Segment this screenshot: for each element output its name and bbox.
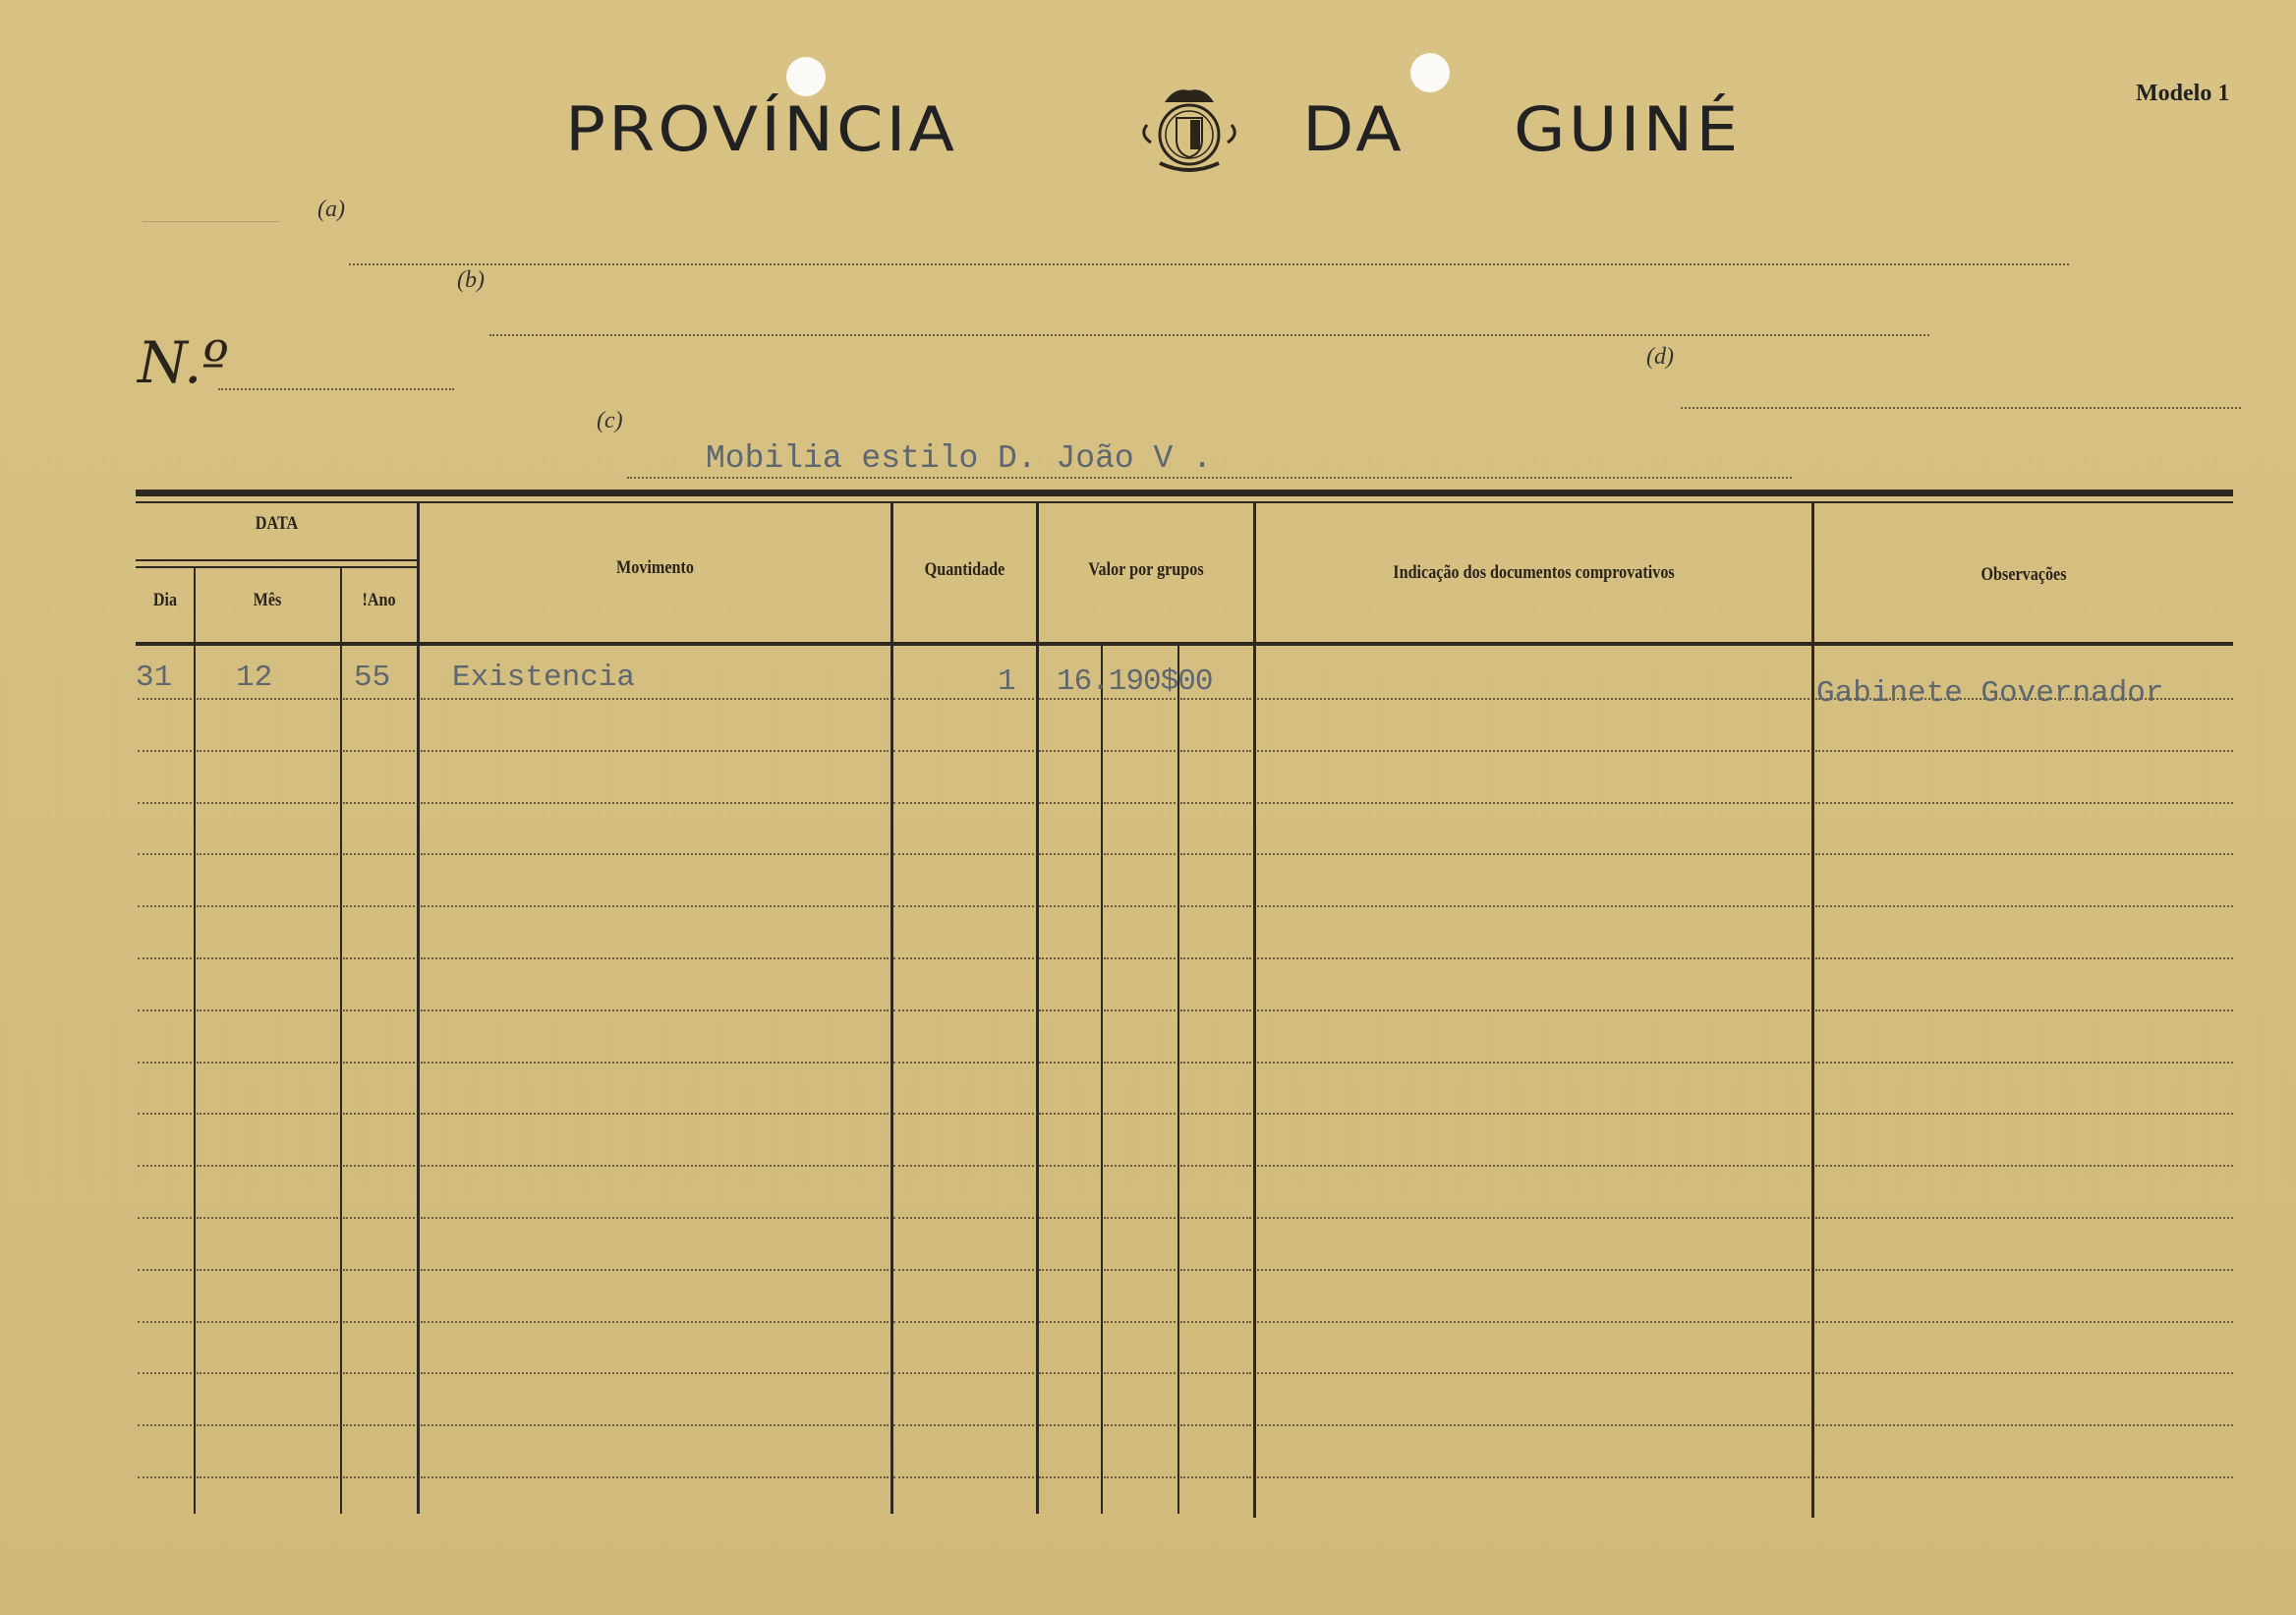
row-dotted-line — [1815, 1424, 2233, 1426]
row-dotted-line — [1104, 750, 1176, 752]
row-dotted-line — [343, 698, 415, 700]
column-header-indicacao: Indicação dos documentos comprovativos — [1393, 562, 1675, 583]
row-dotted-line — [1815, 1372, 2233, 1374]
row-dotted-line — [197, 1165, 338, 1167]
row-dotted-line — [1257, 1269, 1809, 1271]
row-dotted-line — [1039, 1009, 1099, 1011]
column-header-valor: Valor por grupos — [1088, 559, 1204, 580]
cell-mes: 12 — [236, 661, 273, 695]
row-dotted-line — [138, 802, 192, 804]
column-header-data: DATA — [255, 513, 299, 534]
column-header-dia: Dia — [152, 590, 178, 610]
row-dotted-line — [893, 1062, 1034, 1064]
row-dotted-line — [138, 1476, 192, 1478]
row-dotted-line — [138, 750, 192, 752]
row-dotted-line — [1039, 750, 1099, 752]
coat-of-arms-icon — [1135, 81, 1243, 179]
row-dotted-line — [1815, 802, 2233, 804]
row-dotted-line — [138, 1113, 192, 1115]
divider-ano-movimento — [417, 503, 420, 1514]
row-dotted-line — [421, 853, 889, 855]
row-dotted-line — [1039, 957, 1099, 959]
row-dotted-line — [343, 1062, 415, 1064]
row-dotted-line — [138, 905, 192, 907]
field-a-line[interactable] — [349, 263, 2069, 265]
row-dotted-line — [1180, 1009, 1251, 1011]
title-provincia: PROVÍNCIA — [565, 94, 958, 166]
field-d-label: (d) — [1646, 344, 1674, 370]
row-dotted-line — [1039, 1062, 1099, 1064]
row-dotted-line — [343, 802, 415, 804]
row-dotted-line — [1104, 1217, 1176, 1219]
cell-observacoes: Gabinete Governador — [1816, 676, 2164, 711]
row-dotted-line — [138, 1424, 192, 1426]
row-dotted-line — [1815, 1165, 2233, 1167]
row-dotted-line — [1257, 698, 1809, 700]
row-dotted-line — [1104, 1372, 1176, 1374]
data-group-rule-1 — [136, 559, 418, 561]
row-dotted-line — [1104, 1062, 1176, 1064]
table-header-bottom-rule — [136, 642, 2233, 646]
row-dotted-line — [893, 1165, 1034, 1167]
row-dotted-line — [1039, 1217, 1099, 1219]
row-dotted-line — [138, 1217, 192, 1219]
divider-mes-ano — [340, 568, 342, 1514]
data-group-rule-2 — [136, 566, 418, 568]
row-dotted-line — [197, 802, 338, 804]
divider-valor-sub-1 — [1101, 646, 1103, 1514]
row-dotted-line — [1039, 1372, 1099, 1374]
row-dotted-line — [343, 853, 415, 855]
row-dotted-line — [197, 957, 338, 959]
table-top-thin-rule — [136, 501, 2233, 503]
row-dotted-line — [1104, 1424, 1176, 1426]
column-header-movimento: Movimento — [616, 557, 694, 578]
model-label: Modelo 1 — [2136, 81, 2230, 106]
row-dotted-line — [1257, 957, 1809, 959]
punch-hole-left — [786, 57, 826, 96]
table-top-rule — [136, 490, 2233, 496]
number-field-line[interactable] — [218, 388, 454, 390]
row-dotted-line — [1039, 1476, 1099, 1478]
row-dotted-line — [138, 1372, 192, 1374]
row-dotted-line — [1257, 905, 1809, 907]
row-dotted-line — [893, 750, 1034, 752]
row-dotted-line — [138, 1321, 192, 1323]
row-dotted-line — [893, 1113, 1034, 1115]
row-dotted-line — [1104, 1269, 1176, 1271]
row-dotted-line — [893, 1321, 1034, 1323]
row-dotted-line — [1104, 853, 1176, 855]
row-dotted-line — [1257, 750, 1809, 752]
row-dotted-line — [1104, 957, 1176, 959]
row-dotted-line — [343, 1009, 415, 1011]
row-dotted-line — [197, 1424, 338, 1426]
row-dotted-line — [197, 1217, 338, 1219]
row-dotted-line — [343, 1113, 415, 1115]
row-dotted-line — [343, 1217, 415, 1219]
row-dotted-line — [1815, 905, 2233, 907]
row-dotted-line — [421, 1372, 889, 1374]
row-dotted-line — [421, 1424, 889, 1426]
field-b-label: (b) — [457, 267, 485, 293]
row-dotted-line — [1815, 1062, 2233, 1064]
row-dotted-line — [1180, 1165, 1251, 1167]
row-dotted-line — [421, 1269, 889, 1271]
cell-movimento: Existencia — [452, 661, 636, 695]
row-dotted-line — [197, 853, 338, 855]
row-dotted-line — [343, 1269, 415, 1271]
row-dotted-line — [1257, 1372, 1809, 1374]
number-label: N.º — [138, 329, 229, 396]
field-d-line[interactable] — [1681, 407, 2241, 409]
row-dotted-line — [1180, 1372, 1251, 1374]
row-dotted-line — [1039, 853, 1099, 855]
row-dotted-line — [1815, 1269, 2233, 1271]
title-da: DA — [1302, 94, 1405, 166]
row-dotted-line — [421, 1321, 889, 1323]
row-dotted-line — [893, 1009, 1034, 1011]
row-dotted-line — [197, 698, 338, 700]
row-dotted-line — [421, 1113, 889, 1115]
row-dotted-line — [1039, 802, 1099, 804]
row-dotted-line — [197, 1062, 338, 1064]
row-dotted-line — [1815, 1321, 2233, 1323]
row-dotted-line — [138, 1009, 192, 1011]
row-dotted-line — [1180, 802, 1251, 804]
row-dotted-line — [1815, 957, 2233, 959]
row-dotted-line — [1180, 1217, 1251, 1219]
field-a-label: (a) — [317, 197, 345, 222]
row-dotted-line — [893, 1217, 1034, 1219]
row-dotted-line — [343, 1424, 415, 1426]
row-dotted-line — [197, 750, 338, 752]
row-dotted-line — [1257, 1476, 1809, 1478]
row-dotted-line — [1257, 1321, 1809, 1323]
punch-hole-right — [1410, 53, 1450, 92]
cell-quantidade: 1 — [998, 664, 1016, 699]
row-dotted-line — [197, 1321, 338, 1323]
row-dotted-line — [1104, 1113, 1176, 1115]
row-dotted-line — [197, 905, 338, 907]
row-dotted-line — [1815, 1476, 2233, 1478]
row-dotted-line — [421, 1217, 889, 1219]
row-dotted-line — [138, 1062, 192, 1064]
row-dotted-line — [893, 802, 1034, 804]
row-dotted-line — [893, 957, 1034, 959]
row-dotted-line — [421, 1165, 889, 1167]
row-dotted-line — [421, 802, 889, 804]
row-dotted-line — [893, 905, 1034, 907]
column-header-mes: Mês — [253, 590, 282, 610]
divider-indicacao-observacoes — [1811, 503, 1814, 1518]
row-dotted-line — [421, 957, 889, 959]
row-dotted-line — [893, 1372, 1034, 1374]
row-dotted-line — [1180, 1424, 1251, 1426]
row-dotted-line — [343, 905, 415, 907]
row-dotted-line — [893, 853, 1034, 855]
row-dotted-line — [1257, 1217, 1809, 1219]
row-dotted-line — [1104, 1009, 1176, 1011]
row-dotted-line — [1180, 957, 1251, 959]
divider-valor-sub-2 — [1177, 646, 1179, 1514]
row-dotted-line — [1815, 1217, 2233, 1219]
row-dotted-line — [1104, 1321, 1176, 1323]
row-dotted-line — [1815, 853, 2233, 855]
field-c-line[interactable] — [627, 477, 1792, 479]
row-dotted-line — [138, 957, 192, 959]
row-dotted-line — [1039, 905, 1099, 907]
row-dotted-line — [1039, 1321, 1099, 1323]
row-dotted-line — [343, 1372, 415, 1374]
row-dotted-line — [1039, 1424, 1099, 1426]
row-dotted-line — [1039, 1269, 1099, 1271]
row-dotted-line — [421, 1009, 889, 1011]
row-dotted-line — [421, 750, 889, 752]
row-dotted-line — [421, 1062, 889, 1064]
row-dotted-line — [343, 750, 415, 752]
row-dotted-line — [138, 698, 192, 700]
field-c-label: (c) — [597, 408, 623, 433]
row-dotted-line — [1257, 1113, 1809, 1115]
row-dotted-line — [1815, 1113, 2233, 1115]
row-dotted-line — [1039, 1113, 1099, 1115]
row-dotted-line — [1815, 750, 2233, 752]
row-dotted-line — [197, 1476, 338, 1478]
row-dotted-line — [1257, 1165, 1809, 1167]
row-dotted-line — [138, 853, 192, 855]
row-dotted-line — [1104, 905, 1176, 907]
column-header-quantidade: Quantidade — [924, 559, 1005, 580]
row-dotted-line — [1180, 1476, 1251, 1478]
divider-dia-mes — [194, 568, 196, 1514]
title-guine: GUINÉ — [1514, 94, 1742, 166]
cell-dia: 31 — [136, 661, 173, 695]
row-dotted-line — [421, 698, 889, 700]
row-dotted-line — [421, 1476, 889, 1478]
row-dotted-line — [138, 1165, 192, 1167]
row-dotted-line — [343, 957, 415, 959]
row-dotted-line — [1104, 1476, 1176, 1478]
row-dotted-line — [343, 1165, 415, 1167]
row-dotted-line — [1039, 1165, 1099, 1167]
row-dotted-line — [1180, 750, 1251, 752]
row-dotted-line — [197, 1113, 338, 1115]
row-dotted-line — [1815, 1009, 2233, 1011]
row-dotted-line — [1180, 853, 1251, 855]
row-dotted-line — [1257, 802, 1809, 804]
row-dotted-line — [197, 1269, 338, 1271]
row-dotted-line — [1180, 1062, 1251, 1064]
row-dotted-line — [1257, 853, 1809, 855]
field-b-line[interactable] — [489, 334, 1929, 336]
row-dotted-line — [1257, 1009, 1809, 1011]
field-c-value: Mobilia estilo D. João V . — [706, 440, 1212, 477]
row-dotted-line — [138, 1269, 192, 1271]
row-dotted-line — [893, 1476, 1034, 1478]
row-dotted-line — [1257, 1062, 1809, 1064]
row-dotted-line — [1104, 802, 1176, 804]
cell-valor: 16.190$00 — [1057, 664, 1213, 699]
column-header-observacoes: Observações — [1980, 564, 2067, 585]
row-dotted-line — [421, 905, 889, 907]
row-dotted-line — [197, 1009, 338, 1011]
field-a-top-line — [143, 221, 280, 222]
column-header-ano: !Ano — [362, 590, 396, 610]
row-dotted-line — [893, 1269, 1034, 1271]
row-dotted-line — [197, 1372, 338, 1374]
row-dotted-line — [343, 1321, 415, 1323]
row-dotted-line — [1180, 1321, 1251, 1323]
row-dotted-line — [1257, 1424, 1809, 1426]
divider-valor-indicacao — [1253, 503, 1256, 1518]
row-dotted-line — [1180, 1113, 1251, 1115]
row-dotted-line — [1180, 905, 1251, 907]
row-dotted-line — [893, 1424, 1034, 1426]
row-dotted-line — [1104, 1165, 1176, 1167]
row-dotted-line — [1180, 1269, 1251, 1271]
cell-ano: 55 — [354, 661, 391, 695]
row-dotted-line — [343, 1476, 415, 1478]
